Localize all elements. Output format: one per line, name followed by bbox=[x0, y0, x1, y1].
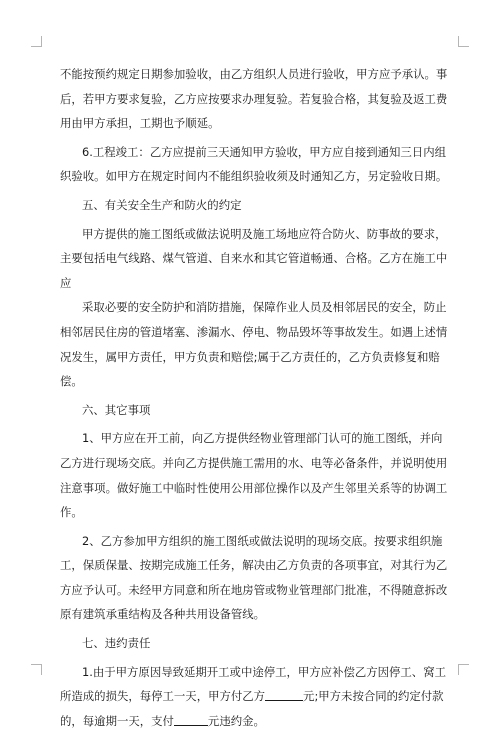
paragraph-safety-2: 采取必要的安全防护和消防措施，保障作业人员及相邻居民的安全，防止相邻居民住房的管道堵塞、渗漏水、停电、物品毁坏等事故发生。如遇上述情况发生，属甲方责任，甲方负责和赔偿;属于乙方责任的，乙方负责修复和赔偿。 bbox=[60, 300, 448, 389]
paragraph-other-2: 2、乙方参加甲方组织的施工图纸或做法说明的现场交底。按要求组织施工，保质保量、按期完成施工任务，解决由乙方负责的各项事宜，对其行为乙方应予认可。未经甲方同意和所在地房管或物业管理部门批准，不得随意拆改原有建筑承重结构及各种共用设备管线。 bbox=[60, 533, 448, 622]
crop-mark-top-left bbox=[31, 36, 42, 47]
section-heading-other: 六、其它事项 bbox=[82, 402, 151, 417]
breach-text-b: 元;甲方未按合同的约定付款的，每逾期一天，支付 bbox=[60, 689, 444, 728]
breach-text-a: 1.由于甲方原因导致延期开工或中途停工，甲方应补偿乙方因停工、窝工所造成的损失，每停工一天，甲方付乙方 bbox=[60, 664, 446, 704]
paragraph-breach-1 bbox=[60, 660, 448, 733]
crop-mark-bottom-left bbox=[31, 664, 42, 675]
crop-mark-bottom-right bbox=[458, 664, 469, 675]
document-body bbox=[60, 62, 448, 733]
blank-line-penalty bbox=[174, 713, 208, 726]
section-heading-breach: 七、违约责任 bbox=[82, 636, 151, 651]
blank-line-daily-compensation bbox=[265, 688, 303, 701]
paragraph-acceptance-continued: 不能按预约规定日期参加验收，由乙方组织人员进行验收，甲方应予承认。事后，若甲方要求复验，乙方应按要求办理复验。若复验合格，其复验及返工费用由甲方承担，工期也予顺延。 bbox=[60, 67, 448, 131]
breach-text-c: 元违约金。 bbox=[207, 713, 265, 728]
crop-mark-top-right bbox=[458, 36, 469, 47]
paragraph-safety-1: 甲方提供的施工图纸或做法说明及施工场地应符合防火、防事故的要求，主要包括电气线路、煤气管道、自来水和其它管道畅通、合格。乙方在施工中应 bbox=[60, 226, 448, 290]
paragraph-other-1: 1、甲方应在开工前，向乙方提供经物业管理部门认可的施工图纸，并向乙方进行现场交底。并向乙方提供施工需用的水、电等必备条件，并说明使用注意事项。做好施工中临时性使用公用部位操作以及产生邻里关系等的协调工作。 bbox=[60, 431, 448, 520]
paragraph-completion: 6.工程竣工：乙方应提前三天通知甲方验收，甲方应自接到通知三日内组织验收。如甲方在规定时间内不能组织验收须及时通知乙方，另定验收日期。 bbox=[60, 144, 448, 184]
section-heading-safety: 五、有关安全生产和防火的约定 bbox=[82, 197, 242, 212]
